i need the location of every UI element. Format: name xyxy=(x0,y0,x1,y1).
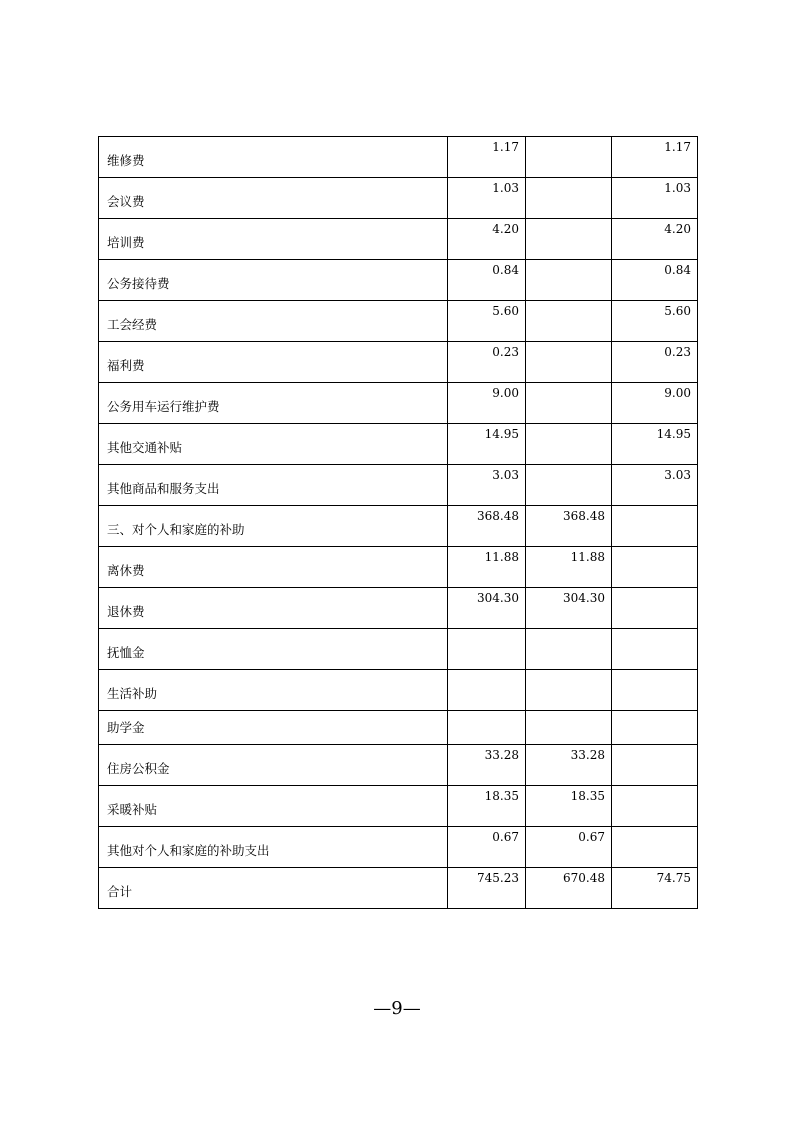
table-row xyxy=(99,547,698,588)
row-name-cell: 生活补助 xyxy=(99,670,448,711)
table-row xyxy=(99,506,698,547)
table-row xyxy=(99,629,698,670)
row-basic-cell xyxy=(526,260,612,301)
row-project-cell xyxy=(612,670,698,711)
table-row xyxy=(99,711,698,745)
row-name-cell: 会议费 xyxy=(99,178,448,219)
table-row xyxy=(99,137,698,178)
row-project-cell xyxy=(612,711,698,745)
row-project-cell xyxy=(612,547,698,588)
row-name-cell: 合计 xyxy=(99,868,448,909)
table-row xyxy=(99,178,698,219)
row-project-cell: 5.60 xyxy=(612,301,698,342)
table-row xyxy=(99,342,698,383)
row-total-cell: 0.84 xyxy=(448,260,526,301)
row-name-cell: 抚恤金 xyxy=(99,629,448,670)
row-total-cell: 18.35 xyxy=(448,786,526,827)
row-project-cell: 74.75 xyxy=(612,868,698,909)
row-project-cell xyxy=(612,745,698,786)
row-name-cell: 维修费 xyxy=(99,137,448,178)
row-name-cell: 其他交通补贴 xyxy=(99,424,448,465)
row-total-cell: 0.23 xyxy=(448,342,526,383)
row-basic-cell xyxy=(526,465,612,506)
table-row xyxy=(99,868,698,909)
row-name-cell: 退休费 xyxy=(99,588,448,629)
row-basic-cell: 11.88 xyxy=(526,547,612,588)
row-total-cell: 1.17 xyxy=(448,137,526,178)
row-total-cell: 11.88 xyxy=(448,547,526,588)
row-name-cell: 福利费 xyxy=(99,342,448,383)
row-project-cell xyxy=(612,506,698,547)
row-total-cell: 3.03 xyxy=(448,465,526,506)
row-project-cell xyxy=(612,786,698,827)
row-project-cell: 14.95 xyxy=(612,424,698,465)
row-basic-cell: 33.28 xyxy=(526,745,612,786)
row-project-cell xyxy=(612,588,698,629)
row-name-cell: 住房公积金 xyxy=(99,745,448,786)
row-project-cell: 0.23 xyxy=(612,342,698,383)
row-total-cell: 1.03 xyxy=(448,178,526,219)
row-total-cell: 304.30 xyxy=(448,588,526,629)
row-project-cell: 1.17 xyxy=(612,137,698,178)
row-total-cell: 9.00 xyxy=(448,383,526,424)
row-name-cell: 其他对个人和家庭的补助支出 xyxy=(99,827,448,868)
row-name-cell: 采暖补贴 xyxy=(99,786,448,827)
row-basic-cell xyxy=(526,137,612,178)
table-row xyxy=(99,301,698,342)
row-total-cell xyxy=(448,629,526,670)
table-row xyxy=(99,670,698,711)
row-name-cell: 其他商品和服务支出 xyxy=(99,465,448,506)
expenditure-table xyxy=(98,136,698,909)
row-basic-cell xyxy=(526,629,612,670)
row-project-cell xyxy=(612,629,698,670)
table-row xyxy=(99,219,698,260)
row-basic-cell: 670.48 xyxy=(526,868,612,909)
row-basic-cell: 18.35 xyxy=(526,786,612,827)
table-row xyxy=(99,786,698,827)
table-row xyxy=(99,588,698,629)
table-row xyxy=(99,827,698,868)
row-total-cell: 5.60 xyxy=(448,301,526,342)
row-total-cell: 0.67 xyxy=(448,827,526,868)
row-total-cell xyxy=(448,670,526,711)
row-total-cell: 745.23 xyxy=(448,868,526,909)
table-body xyxy=(99,137,698,909)
row-project-cell: 0.84 xyxy=(612,260,698,301)
row-project-cell: 4.20 xyxy=(612,219,698,260)
row-project-cell: 3.03 xyxy=(612,465,698,506)
table-row xyxy=(99,745,698,786)
row-project-cell: 9.00 xyxy=(612,383,698,424)
table-row xyxy=(99,424,698,465)
table-row xyxy=(99,260,698,301)
row-name-cell: 公务用车运行维护费 xyxy=(99,383,448,424)
table-row xyxy=(99,465,698,506)
row-total-cell xyxy=(448,711,526,745)
row-basic-cell xyxy=(526,383,612,424)
row-basic-cell xyxy=(526,670,612,711)
row-basic-cell: 368.48 xyxy=(526,506,612,547)
row-total-cell: 4.20 xyxy=(448,219,526,260)
row-name-cell: 三、对个人和家庭的补助 xyxy=(99,506,448,547)
row-total-cell: 368.48 xyxy=(448,506,526,547)
row-project-cell xyxy=(612,827,698,868)
row-name-cell: 培训费 xyxy=(99,219,448,260)
table-row xyxy=(99,383,698,424)
page-number: —9— xyxy=(373,998,421,1019)
row-basic-cell xyxy=(526,301,612,342)
row-basic-cell: 0.67 xyxy=(526,827,612,868)
row-basic-cell: 304.30 xyxy=(526,588,612,629)
row-basic-cell xyxy=(526,711,612,745)
row-name-cell: 离休费 xyxy=(99,547,448,588)
row-project-cell: 1.03 xyxy=(612,178,698,219)
row-basic-cell xyxy=(526,219,612,260)
row-basic-cell xyxy=(526,424,612,465)
row-total-cell: 14.95 xyxy=(448,424,526,465)
row-name-cell: 助学金 xyxy=(99,711,448,745)
row-name-cell: 工会经费 xyxy=(99,301,448,342)
row-total-cell: 33.28 xyxy=(448,745,526,786)
row-basic-cell xyxy=(526,342,612,383)
row-name-cell: 公务接待费 xyxy=(99,260,448,301)
row-basic-cell xyxy=(526,178,612,219)
